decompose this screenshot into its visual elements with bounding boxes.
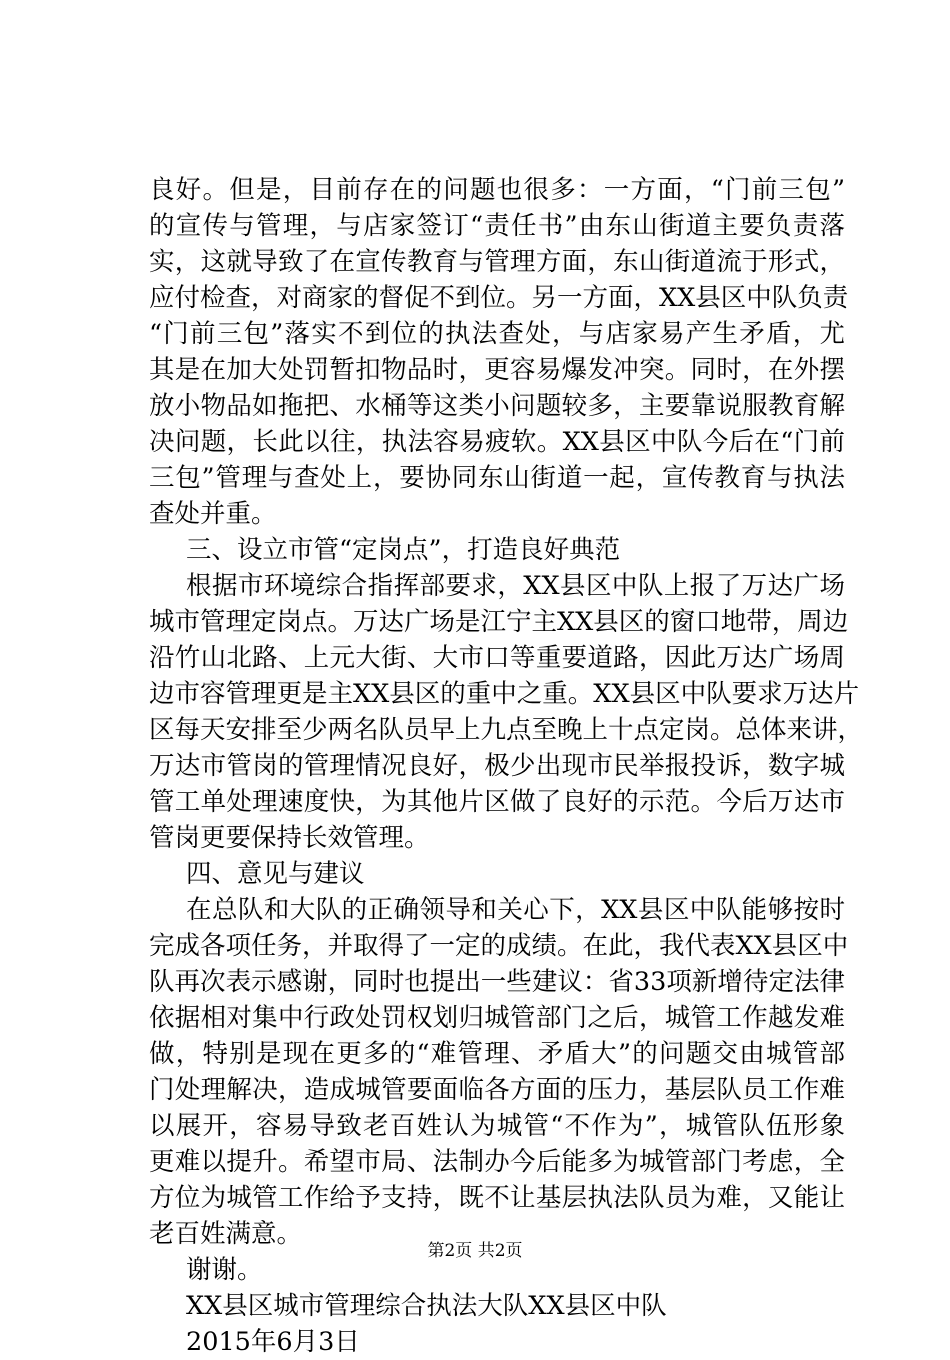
signature-date: 2015年6月3日	[186, 1327, 360, 1357]
text-line: 以展开，容易导致老百姓认为城管“不作为”，城管队伍形象	[149, 1111, 845, 1141]
text-line: 查处并重。	[149, 499, 277, 529]
text-line: 区每天安排至少两名队员早上九点至晚上十点定岗。总体来讲，	[149, 715, 864, 745]
text-line: 管岗更要保持长效管理。	[149, 823, 430, 853]
text-line: 做，特别是现在更多的“难管理、矛盾大”的问题交由城管部	[149, 1039, 845, 1069]
text-line: 其是在加大处罚暂扣物品时，更容易爆发冲突。同时，在外摆	[149, 355, 845, 385]
text-line: 放小物品如拖把、水桶等这类小问题较多，主要靠说服教育解	[149, 391, 845, 421]
text-line: 完成各项任务，并取得了一定的成绩。在此，我代表XX县区中	[149, 931, 849, 961]
text-line: 依据相对集中行政处罚权划归城管部门之后，城管工作越发难	[149, 1003, 845, 1033]
text-line: 万达市管岗的管理情况良好，极少出现市民举报投诉，数字城	[149, 751, 845, 781]
text-line: 决问题，长此以往，执法容易疲软。XX县区中队今后在“门前	[149, 427, 845, 457]
text-line: 边市容管理更是主XX县区的重中之重。XX县区中队要求万达片	[149, 679, 860, 709]
text-line: 实，这就导致了在宣传教育与管理方面，东山街道流于形式，	[149, 247, 845, 277]
text-line: 老百姓满意。	[149, 1219, 303, 1249]
text-line: 的宣传与管理，与店家签订“责任书”由东山街道主要负责落	[149, 211, 845, 241]
text-line: 沿竹山北路、上元大街、大市口等重要道路，因此万达广场周	[149, 643, 845, 673]
text-line: 队再次表示感谢，同时也提出一些建议：省33项新增待定法律	[149, 967, 845, 997]
text-line: 三包”管理与查处上，要协同东山街道一起，宣传教育与执法	[149, 463, 845, 493]
document-body	[149, 172, 864, 1360]
text-line: 门处理解决，造成城管要面临各方面的压力，基层队员工作难	[149, 1075, 845, 1105]
text-line: 管工单处理速度快，为其他片区做了良好的示范。今后万达市	[149, 787, 845, 817]
signature-organization: XX县区城市管理综合执法大队XX县区中队	[186, 1291, 667, 1321]
page-footer: 第2页 共2页	[427, 1241, 523, 1261]
section-heading: 三、设立市管“定岗点”，打造良好典范	[186, 535, 621, 565]
text-line: 良好。但是，目前存在的问题也很多：一方面，“门前三包”	[149, 175, 845, 205]
text-line: 根据市环境综合指挥部要求，XX县区中队上报了万达广场	[186, 571, 845, 601]
text-line: 方位为城管工作给予支持，既不让基层执法队员为难，又能让	[149, 1183, 845, 1213]
section-heading: 四、意见与建议	[186, 859, 365, 889]
text-line: 应付检查，对商家的督促不到位。另一方面，XX县区中队负责	[149, 283, 849, 313]
text-line: 城市管理定岗点。万达广场是江宁主XX县区的窗口地带，周边	[149, 607, 849, 637]
text-line: “门前三包”落实不到位的执法查处，与店家易产生矛盾，尤	[149, 319, 845, 349]
closing-thanks: 谢谢。	[186, 1255, 263, 1285]
text-line: 更难以提升。希望市局、法制办今后能多为城管部门考虑，全	[149, 1147, 845, 1177]
text-line: 在总队和大队的正确领导和关心下，XX县区中队能够按时	[186, 895, 845, 925]
